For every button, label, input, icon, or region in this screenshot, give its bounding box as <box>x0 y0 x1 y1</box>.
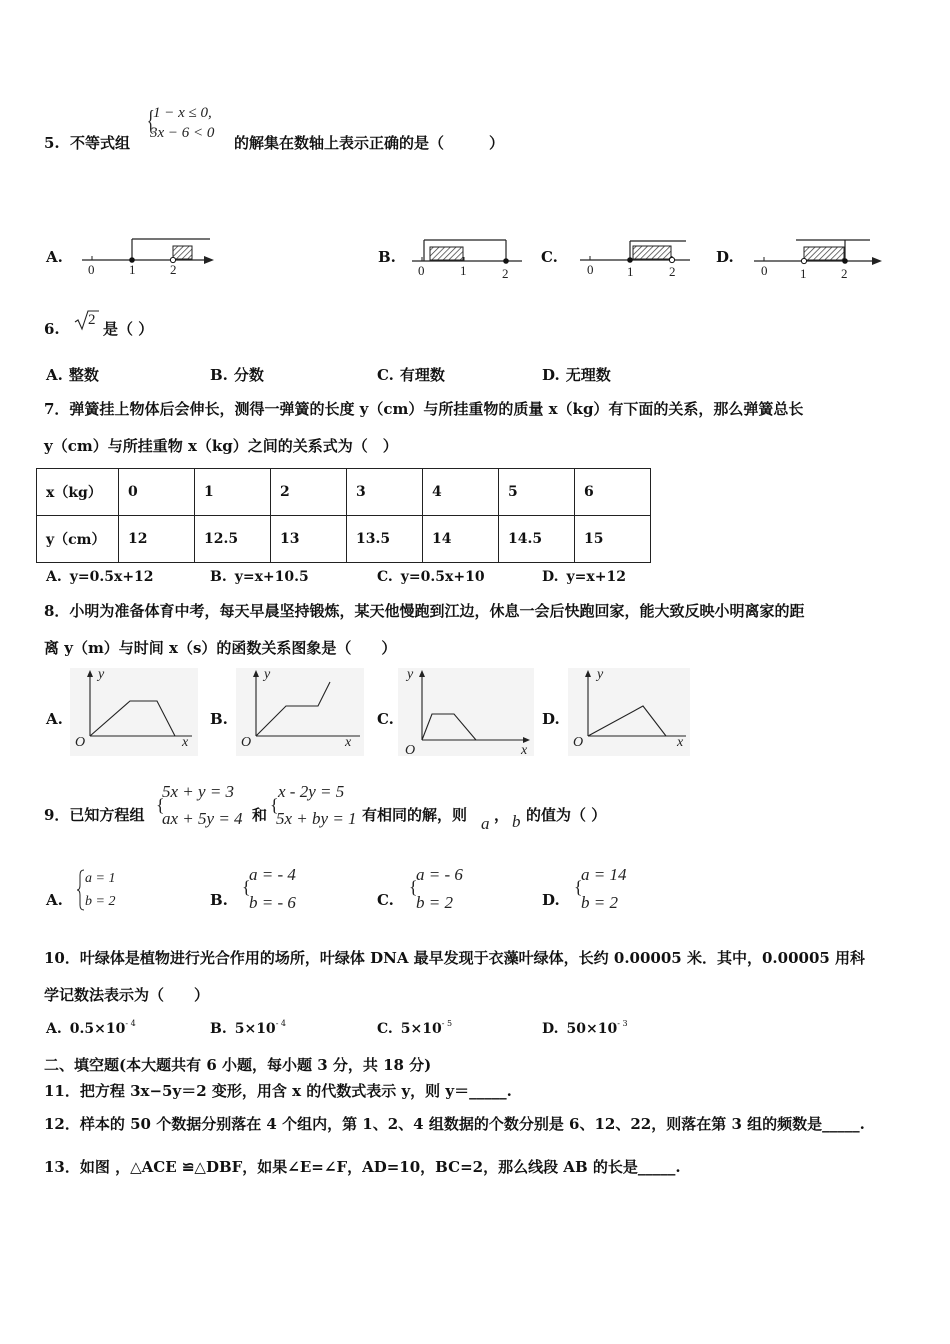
q9-system-1-eq1: 5x + y = 3 <box>162 782 235 801</box>
q8-option-c-label: C. <box>377 710 394 728</box>
q5-number: 5. <box>44 134 60 152</box>
q10-text-line-2: 学记数法表示为（ ） <box>44 986 210 1004</box>
table-cell: 12 <box>119 516 195 563</box>
q9-system-2-brace: { <box>270 795 279 815</box>
q12-text: 12．样本的 50 个数据分别落在 4 个组内，第 1、2、4 组数据的个数分别是 6、12、22，则落在第 3 组的频数是_____. <box>44 1115 865 1133</box>
q9-comma: ， <box>494 806 510 824</box>
solid-point <box>842 258 848 264</box>
q5-number-line-c[interactable] <box>578 236 698 280</box>
q8-graph-c-plot <box>398 668 534 756</box>
q9-option-a-line1[interactable]: a = 1 <box>85 871 116 886</box>
option-label: A. <box>46 366 63 384</box>
hatched-region <box>804 247 844 260</box>
q8-text-line-2: 离 y（m）与时间 x（s）的函数关系图象是（ ） <box>44 639 397 657</box>
q7-text-line-2: y（cm）与所挂重物 x（kg）之间的关系式为（ ） <box>44 437 398 455</box>
section-2-heading: 二、填空题(本大题共有 6 小题，每小题 3 分，共 18 分) <box>44 1056 432 1074</box>
q9-option-c-label: C. <box>377 891 394 909</box>
q5-option-d-label: D. <box>716 248 734 266</box>
q5-inequality-1: 1 − x ≤ 0, <box>153 105 212 121</box>
q5-b-tick-2: 2 <box>502 266 509 281</box>
q6-option-b[interactable] <box>210 368 264 383</box>
q5-option-b-label: B. <box>378 248 396 266</box>
option-base: 50×10 <box>566 1021 618 1037</box>
option-exponent: - 5 <box>441 1019 453 1028</box>
option-label: D. <box>542 366 560 384</box>
q8-b-x-label: x <box>345 735 352 750</box>
table-cell: 5 <box>499 469 575 516</box>
q5-number-line-d[interactable] <box>752 236 892 280</box>
q8-a-origin: O <box>75 735 86 750</box>
solid-point <box>503 258 509 264</box>
q9-option-c-line2[interactable]: b = 2 <box>416 893 453 912</box>
q11-text: 11．把方程 3x−5y＝2 变形，用含 x 的代数式表示 y，则 y＝_____. <box>44 1082 512 1100</box>
q8-b-origin: O <box>241 735 252 750</box>
q9-option-a-brace <box>77 869 85 911</box>
q5-d-tick-2: 2 <box>841 266 848 281</box>
q9-option-b-brace: { <box>242 877 251 897</box>
q5-a-tick-0: 0 <box>88 262 95 277</box>
q9-option-d-line1[interactable]: a = 14 <box>581 865 627 884</box>
q8-option-d-label: D. <box>542 710 560 728</box>
q5-a-tick-1: 1 <box>129 262 136 277</box>
q9-system-2-eq2: 5x + by = 1 <box>276 809 357 828</box>
q6-number: 6. <box>44 320 60 338</box>
option-label: A. <box>46 569 62 585</box>
table-cell: 3 <box>347 469 423 516</box>
q9-option-b-line1[interactable]: a = - 4 <box>249 865 296 884</box>
q10-text-line-1: 10．叶绿体是植物进行光合作用的场所，叶绿体 DNA 最早发现于衣藻叶绿体，长约 0.00005 米．其中，0.00005 用科 <box>44 949 866 967</box>
option-base: 5×10 <box>234 1021 276 1037</box>
q5-number-line-a[interactable] <box>80 236 220 280</box>
option-text: 整数 <box>68 366 99 384</box>
q9-system-1-eq2: ax + 5y = 4 <box>162 809 243 828</box>
table-cell: 15 <box>575 516 651 563</box>
q9-option-c-brace: { <box>409 877 418 897</box>
option-label: D. <box>542 1021 559 1037</box>
option-exponent: - 3 <box>617 1019 628 1028</box>
option-label: C. <box>377 569 393 585</box>
option-base: 0.5×10 <box>69 1021 126 1037</box>
q5-c-tick-1: 1 <box>627 264 634 279</box>
hatched-region <box>633 246 671 259</box>
table-cell: 2 <box>271 469 347 516</box>
option-label: B. <box>210 366 228 384</box>
q13-text: 13．如图 ，△ACE ≌△DBF，如果∠E=∠F，AD=10，BC=2，那么线段 AB 的长是_____. <box>44 1158 681 1176</box>
table-cell: x（kg） <box>37 469 119 516</box>
option-label: B. <box>210 1021 227 1037</box>
q9-option-c-line1[interactable]: a = - 6 <box>416 865 463 884</box>
solid-point <box>627 257 633 263</box>
q6-radical-sign <box>74 309 100 331</box>
q9-option-d-brace: { <box>574 877 583 897</box>
q8-a-y-label: y <box>98 667 105 682</box>
q7-text-line-1: 7．弹簧挂上物体后会伸长，测得一弹簧的长度 y（cm）与所挂重物的质量 x（kg）有下面的关系，那么弹簧总长 <box>44 400 804 418</box>
q5-c-tick-2: 2 <box>669 264 676 279</box>
table-row <box>37 469 651 516</box>
option-label: C. <box>377 366 394 384</box>
q9-suffix: 的值为（ ） <box>526 806 607 824</box>
hatched-region <box>430 247 463 260</box>
q6-option-d[interactable] <box>542 368 611 383</box>
option-label: A. <box>46 1021 62 1037</box>
option-base: 5×10 <box>400 1021 442 1037</box>
q6-option-c[interactable] <box>377 368 445 383</box>
q10-option-b[interactable] <box>210 1019 287 1037</box>
q10-option-c[interactable] <box>377 1019 453 1037</box>
option-text: 有理数 <box>399 366 445 384</box>
option-text: y=0.5x+12 <box>69 569 154 585</box>
q8-d-y-label: y <box>597 667 604 682</box>
q8-d-x-label: x <box>677 735 684 750</box>
q8-graph-a-plot <box>70 668 198 756</box>
table-cell: 12.5 <box>195 516 271 563</box>
q6-option-a[interactable] <box>46 368 99 383</box>
table-cell: 13 <box>271 516 347 563</box>
table-cell: 13.5 <box>347 516 423 563</box>
q5-b-tick-1: 1 <box>460 263 467 278</box>
option-exponent: - 4 <box>125 1019 136 1028</box>
q10-option-d[interactable] <box>542 1019 628 1037</box>
table-cell: 6 <box>575 469 651 516</box>
option-text: 无理数 <box>565 366 611 384</box>
table-cell: 4 <box>423 469 499 516</box>
q5-suffix: 的解集在数轴上表示正确的是（ ） <box>234 134 505 152</box>
q5-inequality-2: 3x − 6 < 0 <box>150 125 215 141</box>
table-cell: 0 <box>119 469 195 516</box>
q5-prefix: 不等式组 <box>70 134 131 152</box>
option-label: C. <box>377 1021 393 1037</box>
q6-suffix: 是（ ） <box>103 320 154 338</box>
q9-system-1-brace: { <box>156 795 165 815</box>
q8-text-line-1: 8．小明为准备体育中考，每天早晨坚持锻炼，某天他慢跑到江边，休息一会后快跑回家，能大致反映小明离家的距 <box>44 602 805 620</box>
axis-arrow <box>204 256 214 264</box>
q8-b-y-label: y <box>264 667 271 682</box>
hollow-point <box>801 258 806 263</box>
q7-option-d[interactable] <box>542 570 626 584</box>
q8-c-x-label: x <box>521 743 528 758</box>
table-cell: 1 <box>195 469 271 516</box>
q5-c-tick-0: 0 <box>587 262 594 277</box>
hollow-point <box>669 257 674 262</box>
table-row <box>37 516 651 563</box>
q8-option-a-label: A. <box>46 710 63 728</box>
q9-mid-text: 有相同的解，则 <box>362 806 468 824</box>
q5-number-line-b[interactable] <box>410 236 530 280</box>
q6-radicand: 2 <box>88 312 96 328</box>
q9-option-a-line2[interactable]: b = 2 <box>85 894 116 909</box>
q8-a-x-label: x <box>182 735 189 750</box>
q9-var-a: a <box>481 814 490 833</box>
q5-d-tick-0: 0 <box>761 263 768 278</box>
q5-option-a-label: A. <box>46 248 63 266</box>
q9-option-d-label: D. <box>542 891 560 909</box>
q5-system-brace: { <box>146 106 155 137</box>
option-label: D. <box>542 569 559 585</box>
option-text: y=0.5x+10 <box>400 569 485 585</box>
table-cell: 14.5 <box>499 516 575 563</box>
q9-and: 和 <box>252 806 268 824</box>
hatched-region <box>173 246 192 259</box>
q9-option-b-line2[interactable]: b = - 6 <box>249 893 296 912</box>
q9-option-b-label: B. <box>210 891 228 909</box>
option-text: y=x+12 <box>566 569 626 585</box>
q5-a-tick-2: 2 <box>170 262 177 277</box>
q7-data-table <box>36 468 651 563</box>
q9-system-2-eq1: x - 2y = 5 <box>278 782 345 801</box>
q5-b-tick-0: 0 <box>418 263 425 278</box>
q7-option-a[interactable] <box>46 570 154 584</box>
q9-option-d-line2[interactable]: b = 2 <box>581 893 618 912</box>
q8-d-origin: O <box>573 735 584 750</box>
q9-prefix: 9．已知方程组 <box>44 806 145 824</box>
q7-option-b[interactable] <box>210 570 309 584</box>
q8-graph-d-plot <box>568 668 690 756</box>
option-text: y=x+10.5 <box>234 569 309 585</box>
q8-option-b-label: B. <box>210 710 228 728</box>
q8-c-y-label: y <box>407 667 414 682</box>
q9-var-b: b <box>512 812 521 831</box>
option-exponent: - 4 <box>275 1019 287 1028</box>
q5-d-tick-1: 1 <box>800 266 807 281</box>
q7-option-c[interactable] <box>377 570 485 584</box>
option-label: B. <box>210 569 227 585</box>
table-cell: y（cm） <box>37 516 119 563</box>
q9-option-a-label: A. <box>46 891 63 909</box>
axis-arrow <box>872 257 882 265</box>
table-cell: 14 <box>423 516 499 563</box>
q8-c-origin: O <box>405 743 416 758</box>
q5-option-c-label: C. <box>541 248 558 266</box>
q10-option-a[interactable] <box>46 1019 136 1037</box>
option-text: 分数 <box>233 366 264 384</box>
